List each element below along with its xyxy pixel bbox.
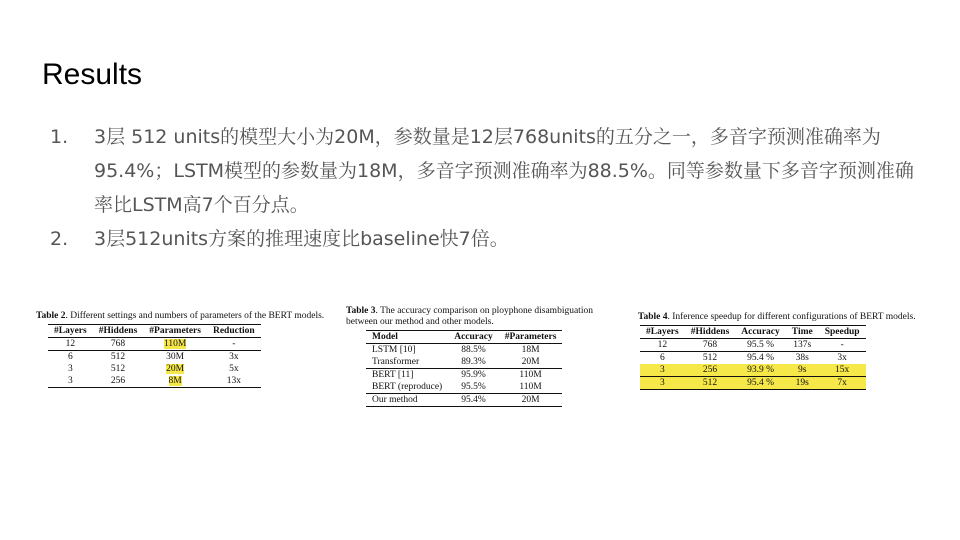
- list-number: 2.: [50, 228, 69, 250]
- results-list: [50, 120, 930, 256]
- highlighted-row: 3 256 93.9 % 9s 15x: [640, 364, 866, 377]
- table-header: Reduction: [207, 325, 261, 338]
- table-3-caption: Table 3. The accuracy comparison on ployphone disambiguation between our method and other models.: [346, 306, 593, 327]
- table-header: Accuracy: [735, 326, 786, 339]
- table-4-image: [638, 312, 916, 390]
- list-text: 3层 512 units的模型大小为20M，参数量是12层768units的五分之一，多音字预测准确率为95.4%；LSTM模型的参数量为18M，多音字预测准确率为88.5%。同等参数量下多音字预测准确率比LSTM高7个百分点。: [94, 126, 914, 216]
- table-row: 12 768 95.5 % 137s -: [657, 340, 844, 350]
- highlighted-cell: 8M: [168, 376, 182, 386]
- table-2-image: [36, 311, 328, 388]
- slide-title: Results: [42, 58, 143, 91]
- table-3: [366, 330, 562, 407]
- table-header: Time: [786, 326, 819, 339]
- table-header: Speedup: [819, 326, 866, 339]
- table-row: Transformer 89.3% 20M: [372, 357, 540, 367]
- table-3-image: [346, 306, 618, 407]
- table-row: 3 256 8M 13x: [48, 375, 261, 388]
- table-row: 3 512 20M 5x: [67, 364, 239, 374]
- table-header: #Hiddens: [93, 325, 144, 338]
- table-header: Model: [366, 331, 448, 344]
- table-header: #Hiddens: [685, 326, 736, 339]
- table-header: #Layers: [48, 325, 93, 338]
- table-row: LSTM [10] 88.5% 18M: [372, 345, 540, 355]
- table-row: BERT (reproduce) 95.5% 110M: [372, 382, 542, 392]
- table-2-caption: Table 2. Different settings and numbers of parameters of the BERT models.: [36, 311, 325, 321]
- table-2: [48, 324, 261, 388]
- table-header: Accuracy: [448, 331, 499, 344]
- highlighted-row: 3 512 95.4 % 19s 7x: [640, 377, 866, 390]
- list-number: 1.: [50, 126, 69, 148]
- list-item: [50, 120, 930, 222]
- table-4: [640, 325, 866, 390]
- list-item: [50, 222, 930, 256]
- table-row: 12 768 110M -: [65, 339, 236, 349]
- table-header: #Parameters: [499, 331, 563, 344]
- table-header: #Parameters: [143, 325, 207, 338]
- table-header: #Layers: [640, 326, 685, 339]
- table-row: 6 512 30M 3x: [48, 351, 261, 364]
- table-4-caption: Table 4. Inference speedup for different configurations of BERT models.: [638, 312, 916, 322]
- table-row: 6 512 95.4 % 38s 3x: [640, 352, 866, 365]
- table-row: Our method 95.4% 20M: [366, 394, 562, 407]
- highlighted-cell: 20M: [166, 364, 185, 374]
- highlighted-cell: 110M: [163, 339, 187, 349]
- list-text: 3层512units方案的推理速度比baseline快7倍。: [94, 228, 509, 250]
- table-row: BERT [11] 95.9% 110M: [366, 369, 562, 382]
